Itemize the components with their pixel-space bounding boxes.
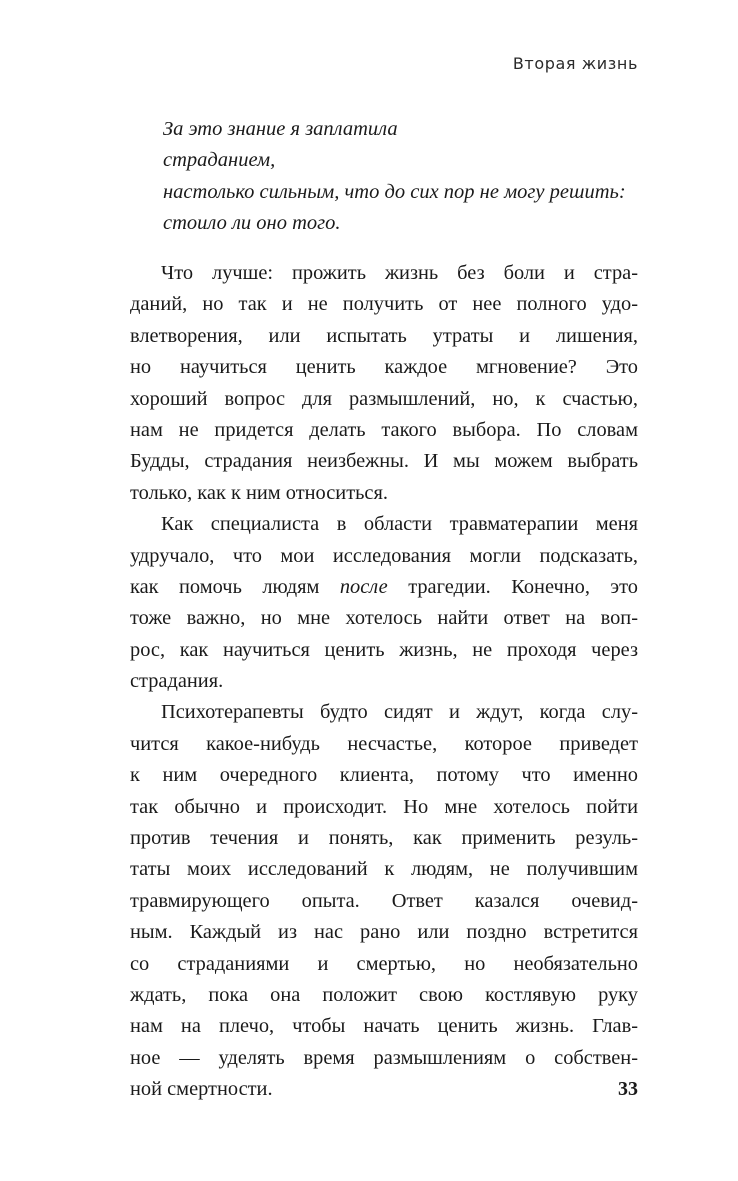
text-segment: трагедии. Конечно, это — [387, 575, 638, 598]
text-line: нам не придется делать такого выбора. По словам — [130, 418, 638, 441]
epigraph-line: За это знание я заплатила — [163, 118, 398, 140]
text-segment: как помочь людям — [130, 575, 340, 598]
text-line: только, как к ним относиться. — [130, 481, 388, 504]
text-line: ное — уделять время размышлениям о собствен- — [130, 1046, 638, 1069]
text-line: удручало, что мои исследования могли подсказать, — [130, 544, 638, 567]
epigraph — [163, 114, 643, 239]
text-line: хороший вопрос для размышлений, но, к счастью, — [130, 387, 638, 410]
text-line: нам на плечо, чтобы начать ценить жизнь. Глав- — [130, 1015, 638, 1038]
text-line: ным. Каждый из нас рано или поздно встретится — [130, 921, 638, 944]
text-line: к ним очередного клиента, потому что именно — [130, 764, 638, 787]
emphasis-word: после — [339, 575, 388, 598]
paragraph-3 — [130, 697, 638, 1105]
text-line: со страданиями и смертью, но необязательно — [130, 952, 638, 975]
text-line: Психотерапевты будто сидят и ждут, когда слу- — [161, 701, 638, 724]
text-line: даний, но так и не получить от нее полного удо- — [130, 293, 638, 316]
text-line: травмирующего опыта. Ответ казался очевид- — [130, 889, 638, 912]
running-head-title: Вторая жизнь — [512, 54, 638, 73]
epigraph-line: страданием, — [163, 149, 276, 172]
text-line: тоже важно, но мне хотелось найти ответ на воп- — [130, 607, 638, 630]
text-line: но научиться ценить каждое мгновение? Это — [130, 356, 638, 379]
text-line: Что лучше: прожить жизнь без боли и стра- — [161, 262, 638, 284]
text-line: рос, как научиться ценить жизнь, не проходя через — [130, 638, 638, 661]
text-line: чится какое-нибудь несчастье, которое приведет — [130, 732, 638, 755]
paragraph-1 — [130, 258, 638, 509]
text-line: таты моих исследований к людям, не получившим — [130, 858, 638, 881]
text-line: против течения и понять, как применить резуль- — [130, 827, 638, 850]
paragraph-2 — [130, 509, 638, 697]
text-line: Как специалиста в области травматерапии меня — [161, 513, 638, 536]
text-line: ждать, пока она положит свою костлявую руку — [130, 983, 638, 1006]
page-number: 33 — [618, 1078, 638, 1100]
text-line: Будды, страдания неизбежны. И мы можем выбрать — [130, 450, 638, 473]
epigraph-line: стоило ли оно того. — [163, 211, 341, 234]
text-line: страдания. — [130, 670, 224, 693]
text-line: так обычно и происходит. Но мне хотелось пойти — [130, 795, 638, 818]
epigraph-line: настолько сильным, что до сих пор не могу решить: — [163, 180, 626, 203]
text-line-with-emphasis — [130, 572, 638, 603]
body-text — [130, 258, 638, 1106]
text-line: ной смертности. — [130, 1078, 273, 1101]
text-line: влетворения, или испытать утраты и лишения, — [130, 324, 638, 347]
